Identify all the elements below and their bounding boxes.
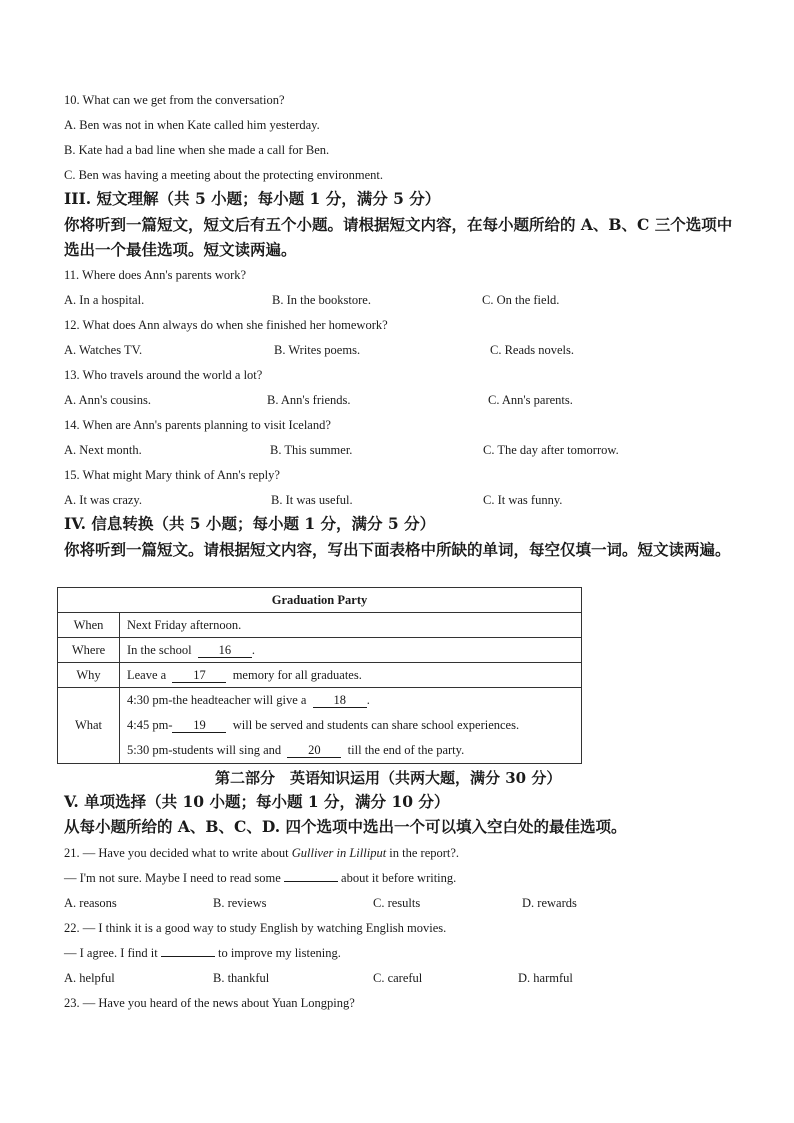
q22-option-b: B. thankful	[213, 971, 270, 985]
q22-line2	[64, 945, 341, 961]
book-title: Gulliver in Lilliput	[291, 846, 387, 860]
q21-line1-text: 21. — Have you decided what to write about	[64, 846, 289, 860]
q23-line1: 23. — Have you heard of the news about Yuan Longping?	[64, 996, 355, 1010]
what-line-2-end: will be served and students can share school experiences.	[232, 718, 520, 732]
what-line-2	[127, 713, 574, 738]
what-line-3-text: 5:30 pm-students will sing and	[127, 743, 282, 757]
table-title: Graduation Party	[58, 588, 582, 613]
q22-line1: 22. — I think it is a good way to study English by watching English movies.	[64, 921, 447, 935]
q11-option-c: C. On the field.	[482, 293, 560, 307]
what-line-2-text: 4:45 pm-	[127, 718, 173, 732]
row-value-why	[120, 663, 582, 688]
q22-option-d: D. harmful	[518, 971, 573, 985]
q21-option-b: B. reviews	[213, 896, 267, 910]
q14-option-b: B. This summer.	[270, 443, 353, 457]
section4-heading: IV. 信息转换（共 5 小题；每小题 1 分，满分 5 分）	[64, 514, 436, 533]
q13-question: 13. Who travels around the world a lot?	[64, 368, 263, 382]
q14-question: 14. When are Ann's parents planning to visit Iceland?	[64, 418, 331, 432]
q11-option-b: B. In the bookstore.	[272, 293, 371, 307]
q10-option-a: A. Ben was not in when Kate called him yesterday.	[64, 118, 320, 132]
blank-18: 18	[313, 693, 367, 708]
section3-instruction: 你将听到一篇短文，短文后有五个小题。请根据短文内容，在每小题所给的 A、B、C 三个选项中选出一个最佳选项。短文读两遍。	[64, 215, 733, 259]
row-key-what: What	[58, 688, 120, 764]
q11-question: 11. Where does Ann's parents work?	[64, 268, 247, 282]
q22-option-c: C. careful	[373, 971, 423, 985]
q21-option-a: A. reasons	[64, 896, 117, 910]
blank-20: 20	[287, 743, 341, 758]
q12-option-a: A. Watches TV.	[64, 343, 143, 357]
q12-option-c: C. Reads novels.	[490, 343, 575, 357]
q13-option-b: B. Ann's friends.	[267, 393, 351, 407]
blank-16: 16	[198, 643, 252, 658]
q10-option-c: C. Ben was having a meeting about the protecting environment.	[64, 168, 384, 182]
q21-option-d: D. rewards	[522, 896, 577, 910]
q15-option-a: A. It was crazy.	[64, 493, 142, 507]
q12-question: 12. What does Ann always do when she finished her homework?	[64, 318, 388, 332]
q14-option-c: C. The day after tomorrow.	[483, 443, 619, 457]
q10-question: 10. What can we get from the conversation?	[64, 93, 285, 107]
q22-blank	[161, 945, 215, 957]
q21-blank	[284, 870, 338, 882]
q22-line2-end: to improve my listening.	[217, 946, 341, 960]
q14-option-a: A. Next month.	[64, 443, 142, 457]
row-value-when: Next Friday afternoon.	[120, 613, 582, 638]
why-text: Leave a	[127, 667, 167, 682]
q21-line2	[64, 870, 456, 886]
table-row	[58, 638, 582, 663]
what-line-1-text: 4:30 pm-the headteacher will give a	[127, 693, 307, 707]
table-row	[58, 613, 582, 638]
row-key-why: Why	[58, 663, 120, 688]
table-row	[58, 663, 582, 688]
table-row	[58, 688, 582, 764]
graduation-party-table	[57, 587, 582, 764]
part2-heading: 第二部分 英语知识运用（共两大题，满分 30 分）	[215, 769, 562, 787]
row-value-where	[120, 638, 582, 663]
section4-instruction: 你将听到一篇短文。请根据短文内容，写出下面表格中所缺的单词，每空仅填一词。短文读两遍。	[64, 540, 731, 559]
q15-option-c: C. It was funny.	[483, 493, 563, 507]
what-line-1	[127, 688, 574, 713]
q21-line1-end: in the report?.	[389, 846, 460, 860]
q10-option-b: B. Kate had a bad line when she made a call for Ben.	[64, 143, 330, 157]
where-text: In the school	[127, 642, 192, 657]
q12-option-b: B. Writes poems.	[274, 343, 361, 357]
section3-heading: III. 短文理解（共 5 小题；每小题 1 分，满分 5 分）	[64, 189, 441, 208]
q22-option-a: A. helpful	[64, 971, 115, 985]
q13-option-c: C. Ann's parents.	[488, 393, 573, 407]
blank-19: 19	[172, 718, 226, 733]
section5-instruction: 从每小题所给的 A、B、C、D. 四个选项中选出一个可以填入空白处的最佳选项。	[64, 817, 627, 836]
q21-line2-end: about it before writing.	[341, 871, 457, 885]
blank-17: 17	[172, 668, 226, 683]
where-end: .	[251, 642, 255, 657]
what-line-3-end: till the end of the party.	[347, 743, 465, 757]
q21-line1	[64, 845, 459, 861]
q15-option-b: B. It was useful.	[271, 493, 353, 507]
row-key-when: When	[58, 613, 120, 638]
section5-heading: V. 单项选择（共 10 小题；每小题 1 分，满分 10 分）	[64, 792, 450, 811]
row-value-what	[120, 688, 582, 764]
q15-question: 15. What might Mary think of Ann's reply?	[64, 468, 280, 482]
what-line-1-end: .	[366, 693, 370, 707]
q22-line2-text: — I agree. I find it	[64, 946, 158, 960]
row-key-where: Where	[58, 638, 120, 663]
why-end: memory for all graduates.	[232, 667, 362, 682]
q21-option-c: C. results	[373, 896, 421, 910]
q21-line2-text: — I'm not sure. Maybe I need to read some	[64, 871, 281, 885]
q13-option-a: A. Ann's cousins.	[64, 393, 151, 407]
what-line-3	[127, 738, 574, 763]
q11-option-a: A. In a hospital.	[64, 293, 145, 307]
